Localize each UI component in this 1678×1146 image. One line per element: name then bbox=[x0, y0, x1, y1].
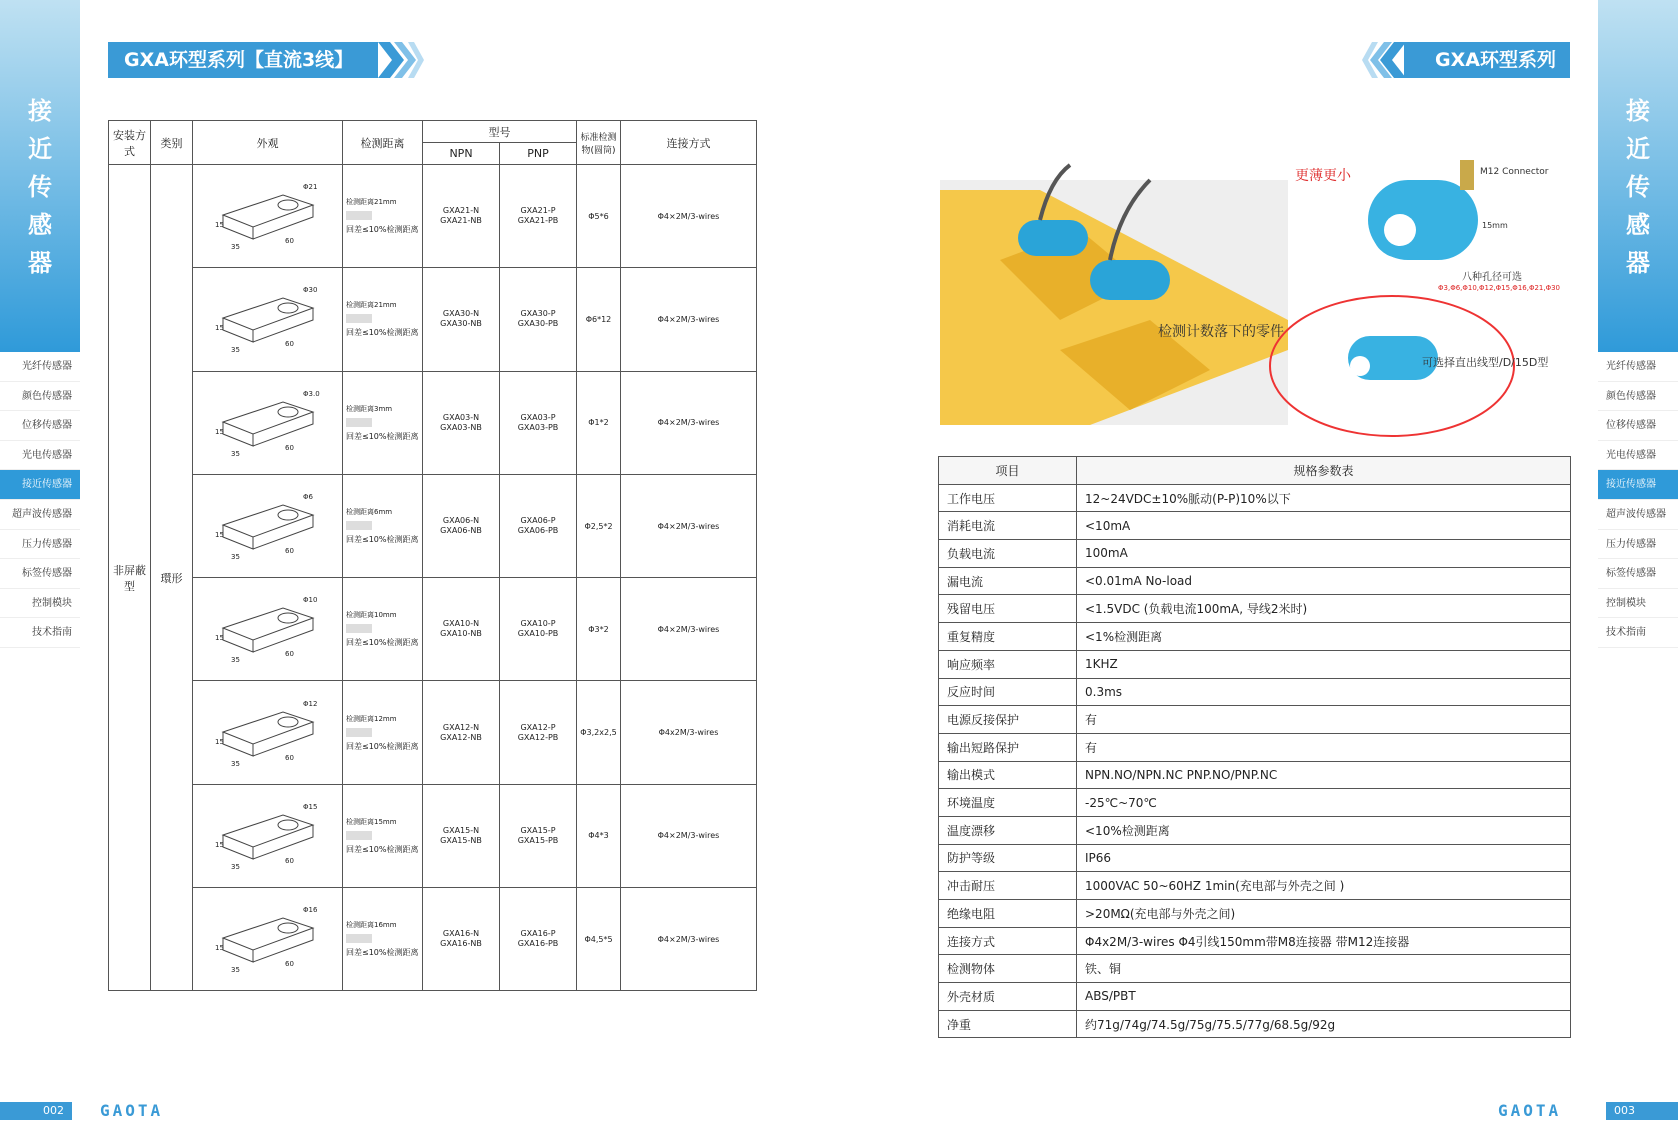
spec-table bbox=[938, 456, 1571, 1038]
sensor-drawing-icon bbox=[203, 898, 333, 978]
header-distance: 检测距离 bbox=[343, 121, 423, 165]
spec-key: 消耗电流 bbox=[939, 512, 1077, 540]
spec-key: 重复精度 bbox=[939, 623, 1077, 651]
dim-length: 60 bbox=[284, 960, 294, 969]
dim-length: 60 bbox=[284, 547, 294, 556]
dim-depth: 35 bbox=[230, 553, 240, 562]
table-row bbox=[939, 844, 1571, 872]
standard-object: Φ3,2x2,5 bbox=[577, 681, 621, 784]
spec-value: 约71g/74g/74.5g/75g/75.5/77g/68.5g/92g bbox=[1077, 1010, 1571, 1038]
spec-key: 外壳材质 bbox=[939, 983, 1077, 1011]
table-row bbox=[939, 567, 1571, 595]
spec-key: 响应频率 bbox=[939, 650, 1077, 678]
appearance-drawing bbox=[193, 474, 343, 577]
install-type: 非屏蔽型 bbox=[109, 165, 151, 991]
spec-value: 0.3ms bbox=[1077, 678, 1571, 706]
spec-value: ABS/PBT bbox=[1077, 983, 1571, 1011]
distance-bar bbox=[346, 521, 372, 530]
appearance-drawing bbox=[193, 578, 343, 681]
connection-type: Φ4×2M/3-wires bbox=[621, 784, 757, 887]
spec-key: 负载电流 bbox=[939, 540, 1077, 568]
diameter-label: Φ10 bbox=[302, 596, 317, 605]
spec-key: 反应时间 bbox=[939, 678, 1077, 706]
dim-depth: 35 bbox=[230, 449, 240, 458]
model-table bbox=[108, 120, 757, 991]
dim-length: 60 bbox=[284, 237, 294, 246]
left-header bbox=[108, 42, 424, 78]
spec-value: 12~24VDC±10%脈动(P-P)10%以下 bbox=[1077, 484, 1571, 512]
sensor-drawing-icon bbox=[203, 485, 333, 565]
spec-value: -25℃~70℃ bbox=[1077, 789, 1571, 817]
dim-depth: 35 bbox=[230, 862, 240, 871]
menu-item[interactable]: 接近传感器 bbox=[0, 470, 80, 500]
distance-bar bbox=[346, 314, 372, 323]
spec-header-item: 项目 bbox=[939, 457, 1077, 485]
spec-value: Φ4x2M/3-wires Φ4引线150mm带M8连接器 带M12连接器 bbox=[1077, 927, 1571, 955]
detect-distance: 检测距离16mm 回差≤10%检测距离 bbox=[343, 888, 423, 991]
table-row bbox=[109, 474, 757, 577]
npn-model: GXA21-N GXA21-NB bbox=[423, 165, 500, 268]
left-side-strip bbox=[0, 0, 80, 352]
pnp-model: GXA16-P GXA16-PB bbox=[500, 888, 577, 991]
header-connection: 连接方式 bbox=[621, 121, 757, 165]
spec-key: 输出短路保护 bbox=[939, 733, 1077, 761]
spec-value: 1000VAC 50~60HZ 1min(充电部与外壳之间 ) bbox=[1077, 872, 1571, 900]
dim-height: 15 bbox=[214, 324, 224, 333]
spec-value: >20MΩ(充电部与外壳之间) bbox=[1077, 900, 1571, 928]
spec-value: <10mA bbox=[1077, 512, 1571, 540]
table-row bbox=[939, 595, 1571, 623]
npn-model: GXA15-N GXA15-NB bbox=[423, 784, 500, 887]
spec-value: IP66 bbox=[1077, 844, 1571, 872]
standard-object: Φ3*2 bbox=[577, 578, 621, 681]
appearance-drawing bbox=[193, 784, 343, 887]
menu-item[interactable]: 光电传感器 bbox=[1598, 441, 1678, 471]
detect-distance: 检测距离21mm 回差≤10%检测距离 bbox=[343, 165, 423, 268]
distance-bar bbox=[346, 728, 372, 737]
table-row bbox=[939, 789, 1571, 817]
table-row bbox=[939, 761, 1571, 789]
table-row bbox=[109, 268, 757, 371]
menu-item[interactable]: 光电传感器 bbox=[0, 441, 80, 471]
menu-item[interactable]: 技术指南 bbox=[1598, 618, 1678, 648]
detect-distance: 检测距离6mm 回差≤10%检测距离 bbox=[343, 474, 423, 577]
spec-value: <1.5VDC (负载电流100mA, 导线2米时) bbox=[1077, 595, 1571, 623]
appearance-drawing bbox=[193, 165, 343, 268]
dim-depth: 35 bbox=[230, 759, 240, 768]
menu-item[interactable]: 位移传感器 bbox=[1598, 411, 1678, 441]
right-side-strip bbox=[1598, 0, 1678, 352]
menu-item[interactable]: 位移传感器 bbox=[0, 411, 80, 441]
spec-value: <1%检测距离 bbox=[1077, 623, 1571, 651]
table-row bbox=[939, 706, 1571, 734]
caption-thickness: 15mm bbox=[1482, 221, 1508, 230]
menu-item[interactable]: 接近传感器 bbox=[1598, 470, 1678, 500]
pnp-model: GXA03-P GXA03-PB bbox=[500, 371, 577, 474]
spec-key: 绝缘电阻 bbox=[939, 900, 1077, 928]
chevron-right-icon bbox=[378, 42, 424, 78]
pnp-model: GXA06-P GXA06-PB bbox=[500, 474, 577, 577]
dim-length: 60 bbox=[284, 443, 294, 452]
table-row bbox=[939, 955, 1571, 983]
spec-value: 有 bbox=[1077, 733, 1571, 761]
spec-key: 环境温度 bbox=[939, 789, 1077, 817]
npn-model: GXA30-N GXA30-NB bbox=[423, 268, 500, 371]
left-logo: GAOTA bbox=[100, 1101, 164, 1120]
detect-distance: 检测距离15mm 回差≤10%检测距离 bbox=[343, 784, 423, 887]
header-appearance: 外观 bbox=[193, 121, 343, 165]
dim-depth: 35 bbox=[230, 966, 240, 975]
right-logo: GAOTA bbox=[1498, 1101, 1562, 1120]
spec-key: 电源反接保护 bbox=[939, 706, 1077, 734]
npn-model: GXA03-N GXA03-NB bbox=[423, 371, 500, 474]
standard-object: Φ2,5*2 bbox=[577, 474, 621, 577]
spec-value: 有 bbox=[1077, 706, 1571, 734]
table-row bbox=[109, 681, 757, 784]
menu-item[interactable]: 颜色传感器 bbox=[0, 382, 80, 412]
connection-type: Φ4×2M/3-wires bbox=[621, 888, 757, 991]
pnp-model: GXA15-P GXA15-PB bbox=[500, 784, 577, 887]
standard-object: Φ5*6 bbox=[577, 165, 621, 268]
diameter-label: Φ3.0 bbox=[302, 389, 320, 398]
right-page-number: 003 bbox=[1606, 1102, 1678, 1120]
dim-height: 15 bbox=[214, 737, 224, 746]
left-vertical-title: 接 近 传 感 器 bbox=[28, 97, 52, 277]
table-row bbox=[939, 1010, 1571, 1038]
pnp-model: GXA10-P GXA10-PB bbox=[500, 578, 577, 681]
dim-height: 15 bbox=[214, 427, 224, 436]
sensor-drawing-icon bbox=[203, 795, 333, 875]
npn-model: GXA16-N GXA16-NB bbox=[423, 888, 500, 991]
appearance-drawing bbox=[193, 268, 343, 371]
dim-depth: 35 bbox=[230, 346, 240, 355]
npn-model: GXA10-N GXA10-NB bbox=[423, 578, 500, 681]
pnp-model: GXA12-P GXA12-PB bbox=[500, 681, 577, 784]
table-row bbox=[109, 784, 757, 887]
spec-value: NPN.NO/NPN.NC PNP.NO/PNP.NC bbox=[1077, 761, 1571, 789]
detect-distance: 检测距离10mm 回差≤10%检测距离 bbox=[343, 578, 423, 681]
menu-item[interactable]: 颜色传感器 bbox=[1598, 382, 1678, 412]
dim-height: 15 bbox=[214, 944, 224, 953]
category-type: 環形 bbox=[151, 165, 193, 991]
dim-length: 60 bbox=[284, 650, 294, 659]
dim-depth: 35 bbox=[230, 656, 240, 665]
table-row bbox=[939, 540, 1571, 568]
table-row bbox=[109, 371, 757, 474]
dim-height: 15 bbox=[214, 531, 224, 540]
pnp-model: GXA21-P GXA21-PB bbox=[500, 165, 577, 268]
dim-length: 60 bbox=[284, 340, 294, 349]
detect-distance: 检测距离3mm 回差≤10%检测距离 bbox=[343, 371, 423, 474]
menu-item[interactable]: 技术指南 bbox=[0, 618, 80, 648]
connection-type: Φ4×2M/3-wires bbox=[621, 371, 757, 474]
header-install: 安装方式 bbox=[109, 121, 151, 165]
menu-item[interactable]: 标签传感器 bbox=[1598, 559, 1678, 589]
standard-object: Φ1*2 bbox=[577, 371, 621, 474]
menu-item[interactable]: 光纤传感器 bbox=[1598, 352, 1678, 382]
header-standard: 标准检测物(圆筒) bbox=[577, 121, 621, 165]
appearance-drawing bbox=[193, 681, 343, 784]
connection-type: Φ4×2M/3-wires bbox=[621, 578, 757, 681]
spec-key: 残留电压 bbox=[939, 595, 1077, 623]
menu-item[interactable]: 压力传感器 bbox=[1598, 530, 1678, 560]
spec-key: 漏电流 bbox=[939, 567, 1077, 595]
table-row bbox=[109, 578, 757, 681]
header-pnp: PNP bbox=[500, 143, 577, 165]
caption-hole-options: 八种孔径可选 bbox=[1462, 272, 1522, 283]
header-model: 型号 bbox=[423, 121, 577, 143]
sensor-drawing-icon bbox=[203, 692, 333, 772]
spec-key: 防护等级 bbox=[939, 844, 1077, 872]
table-row bbox=[109, 165, 757, 268]
right-header bbox=[1362, 42, 1570, 78]
chevron-left-icon bbox=[1362, 42, 1406, 78]
table-row bbox=[109, 888, 757, 991]
diameter-label: Φ15 bbox=[302, 802, 317, 811]
table-row bbox=[939, 983, 1571, 1011]
header-npn: NPN bbox=[423, 143, 500, 165]
dim-length: 60 bbox=[284, 856, 294, 865]
right-vertical-title: 接 近 传 感 器 bbox=[1626, 97, 1650, 277]
dim-height: 15 bbox=[214, 634, 224, 643]
menu-item[interactable]: 控制模块 bbox=[0, 589, 80, 619]
spec-key: 输出模式 bbox=[939, 761, 1077, 789]
spec-value: 铁、铜 bbox=[1077, 955, 1571, 983]
table-row bbox=[939, 650, 1571, 678]
distance-bar bbox=[346, 934, 372, 943]
connection-type: Φ4×2M/3-wires bbox=[621, 165, 757, 268]
spec-value: <10%检测距离 bbox=[1077, 816, 1571, 844]
diameter-label: Φ6 bbox=[302, 493, 313, 502]
spec-key: 净重 bbox=[939, 1010, 1077, 1038]
table-row bbox=[939, 900, 1571, 928]
pnp-model: GXA30-P GXA30-PB bbox=[500, 268, 577, 371]
connection-type: Φ4×2M/3-wires bbox=[621, 474, 757, 577]
spec-value: <0.01mA No-load bbox=[1077, 567, 1571, 595]
diameter-label: Φ12 bbox=[302, 699, 317, 708]
diameter-label: Φ21 bbox=[302, 183, 317, 192]
sensor-drawing-icon bbox=[203, 278, 333, 358]
spec-key: 检测物体 bbox=[939, 955, 1077, 983]
appearance-drawing bbox=[193, 371, 343, 474]
spec-header-spec: 规格参数表 bbox=[1077, 457, 1571, 485]
table-row bbox=[939, 872, 1571, 900]
dim-depth: 35 bbox=[230, 243, 240, 252]
product-photo bbox=[940, 160, 1560, 440]
spec-key: 连接方式 bbox=[939, 927, 1077, 955]
standard-object: Φ4,5*5 bbox=[577, 888, 621, 991]
standard-object: Φ6*12 bbox=[577, 268, 621, 371]
standard-object: Φ4*3 bbox=[577, 784, 621, 887]
caption-cable: 可选择直出线型/D/15D型 bbox=[1422, 356, 1549, 369]
dim-height: 15 bbox=[214, 840, 224, 849]
detect-distance: 检测距离12mm 回差≤10%检测距离 bbox=[343, 681, 423, 784]
dim-height: 15 bbox=[214, 221, 224, 230]
menu-item[interactable]: 控制模块 bbox=[1598, 589, 1678, 619]
menu-item[interactable]: 标签传感器 bbox=[0, 559, 80, 589]
caption-hole-list: Φ3,Φ6,Φ10,Φ12,Φ15,Φ16,Φ21,Φ30 bbox=[1438, 284, 1560, 292]
spec-value: 100mA bbox=[1077, 540, 1571, 568]
caption-counting: 检测计数落下的零件 bbox=[1158, 324, 1284, 340]
sensor-drawing-icon bbox=[203, 588, 333, 668]
menu-item[interactable]: 超声波传感器 bbox=[1598, 500, 1678, 530]
menu-item[interactable]: 光纤传感器 bbox=[0, 352, 80, 382]
spec-key: 温度漂移 bbox=[939, 816, 1077, 844]
sensor-drawing-icon bbox=[203, 175, 333, 255]
diameter-label: Φ30 bbox=[302, 286, 317, 295]
table-row bbox=[939, 927, 1571, 955]
npn-model: GXA12-N GXA12-NB bbox=[423, 681, 500, 784]
distance-bar bbox=[346, 211, 372, 220]
sensor-drawing-icon bbox=[203, 382, 333, 462]
table-row bbox=[939, 678, 1571, 706]
spec-key: 冲击耐压 bbox=[939, 872, 1077, 900]
table-row bbox=[939, 484, 1571, 512]
diameter-label: Φ16 bbox=[302, 906, 317, 915]
menu-item[interactable]: 压力传感器 bbox=[0, 530, 80, 560]
spec-value: 1KHZ bbox=[1077, 650, 1571, 678]
table-row bbox=[939, 816, 1571, 844]
appearance-drawing bbox=[193, 888, 343, 991]
table-row bbox=[939, 733, 1571, 761]
connection-type: Φ4×2M/3-wires bbox=[621, 268, 757, 371]
left-header-title: GXA环型系列【直流3线】 bbox=[124, 49, 354, 71]
detect-distance: 检测距离21mm 回差≤10%检测距离 bbox=[343, 268, 423, 371]
dim-length: 60 bbox=[284, 753, 294, 762]
table-row bbox=[939, 623, 1571, 651]
npn-model: GXA06-N GXA06-NB bbox=[423, 474, 500, 577]
header-category: 类别 bbox=[151, 121, 193, 165]
distance-bar bbox=[346, 418, 372, 427]
right-header-title: GXA环型系列 bbox=[1435, 49, 1556, 71]
right-side-menu bbox=[1598, 352, 1678, 648]
distance-bar bbox=[346, 831, 372, 840]
left-side-menu bbox=[0, 352, 80, 648]
connection-type: Φ4x2M/3-wires bbox=[621, 681, 757, 784]
spec-key: 工作电压 bbox=[939, 484, 1077, 512]
caption-thinner: 更薄更小 bbox=[1295, 168, 1351, 184]
distance-bar bbox=[346, 624, 372, 633]
left-page-number: 002 bbox=[0, 1102, 72, 1120]
table-row bbox=[939, 512, 1571, 540]
caption-connector: M12 Connector bbox=[1480, 167, 1549, 177]
menu-item[interactable]: 超声波传感器 bbox=[0, 500, 80, 530]
